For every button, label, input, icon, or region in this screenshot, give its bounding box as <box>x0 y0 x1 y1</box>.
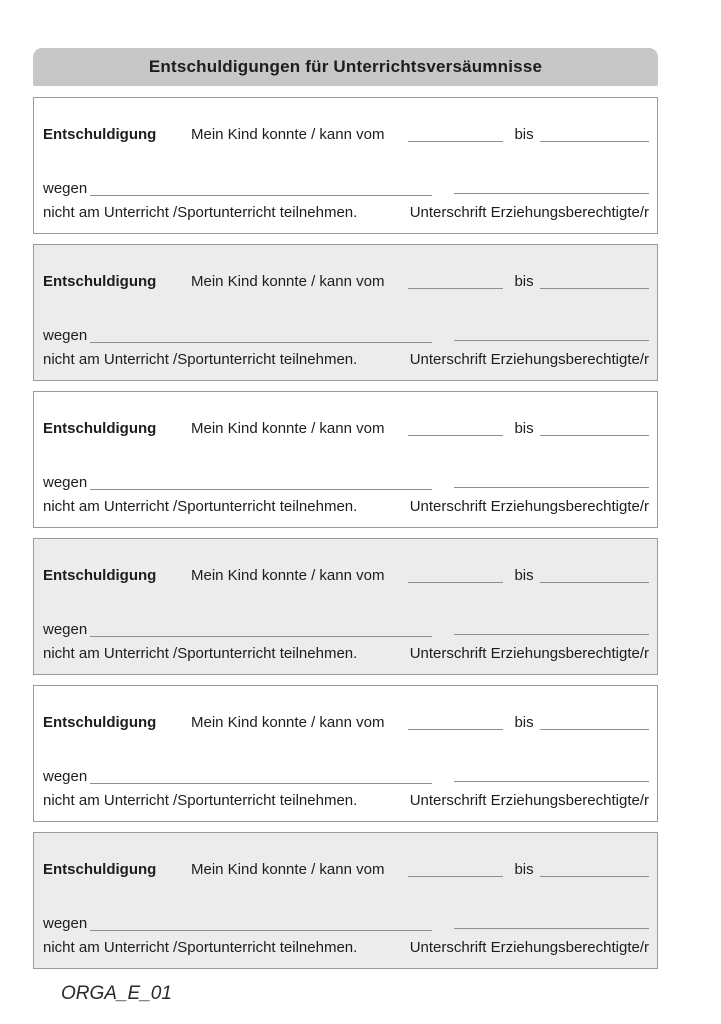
reason-blank-line <box>90 783 432 784</box>
bottom-row <box>43 792 649 809</box>
reason-blank-line <box>90 489 432 490</box>
excuse-label: Entschuldigung <box>43 420 157 437</box>
date-until-blank-line <box>540 582 649 583</box>
bottom-row <box>43 645 649 662</box>
reason-label: wegen <box>43 327 88 344</box>
until-label: bis <box>514 420 534 437</box>
form-blocks <box>33 97 658 969</box>
not-participate-text: nicht am Unterricht /Sportunterricht teilnehmen. <box>43 351 358 368</box>
date-until-blank-line <box>540 876 649 877</box>
not-participate-text: nicht am Unterricht /Sportunterricht teilnehmen. <box>43 939 358 956</box>
until-label: bis <box>514 126 534 143</box>
reason-blank-line <box>90 636 432 637</box>
bottom-row <box>43 498 649 515</box>
excuse-top-row <box>43 861 649 878</box>
reason-row <box>43 621 649 638</box>
reason-blank-line <box>90 195 432 196</box>
excuse-top-row <box>43 567 649 584</box>
excuse-form-block <box>33 538 658 675</box>
reason-row <box>43 327 649 344</box>
excuse-form-block <box>33 832 658 969</box>
reason-label: wegen <box>43 180 88 197</box>
signature-caption: Unterschrift Erziehungsberechtigte/r <box>409 351 649 368</box>
signature-caption: Unterschrift Erziehungsberechtigte/r <box>409 792 649 809</box>
reason-row <box>43 768 649 785</box>
document-code: ORGA_E_01 <box>61 983 172 1004</box>
signature-blank-line <box>454 487 649 488</box>
date-until-blank-line <box>540 141 649 142</box>
signature-blank-line <box>454 781 649 782</box>
reason-row <box>43 915 649 932</box>
until-label: bis <box>514 714 534 731</box>
signature-caption: Unterschrift Erziehungsberechtigte/r <box>409 498 649 515</box>
date-from-blank-line <box>408 435 503 436</box>
reason-label: wegen <box>43 621 88 638</box>
child-absent-text: Mein Kind konnte / kann vom <box>191 567 385 584</box>
date-until-blank-line <box>540 729 649 730</box>
signature-blank-line <box>454 634 649 635</box>
document-title: Entschuldigungen für Unterrichtsversäumnisse <box>148 57 543 76</box>
bottom-row <box>43 204 649 221</box>
excuse-label: Entschuldigung <box>43 861 157 878</box>
excuse-label: Entschuldigung <box>43 567 157 584</box>
signature-caption: Unterschrift Erziehungsberechtigte/r <box>409 645 649 662</box>
until-label: bis <box>514 273 534 290</box>
child-absent-text: Mein Kind konnte / kann vom <box>191 714 385 731</box>
excuse-label: Entschuldigung <box>43 714 157 731</box>
excuse-top-row <box>43 126 649 143</box>
excuse-label: Entschuldigung <box>43 126 157 143</box>
excuse-label: Entschuldigung <box>43 273 157 290</box>
date-until-blank-line <box>540 435 649 436</box>
excuse-top-row <box>43 273 649 290</box>
signature-caption: Unterschrift Erziehungsberechtigte/r <box>409 204 649 221</box>
child-absent-text: Mein Kind konnte / kann vom <box>191 126 385 143</box>
until-label: bis <box>514 567 534 584</box>
bottom-row <box>43 351 649 368</box>
excuse-top-row <box>43 714 649 731</box>
date-until-blank-line <box>540 288 649 289</box>
excuse-form-block <box>33 97 658 234</box>
reason-blank-line <box>90 342 432 343</box>
signature-blank-line <box>454 193 649 194</box>
not-participate-text: nicht am Unterricht /Sportunterricht teilnehmen. <box>43 645 358 662</box>
signature-blank-line <box>454 928 649 929</box>
excuse-top-row <box>43 420 649 437</box>
signature-caption: Unterschrift Erziehungsberechtigte/r <box>409 939 649 956</box>
date-from-blank-line <box>408 288 503 289</box>
date-from-blank-line <box>408 141 503 142</box>
reason-label: wegen <box>43 768 88 785</box>
until-label: bis <box>514 861 534 878</box>
date-from-blank-line <box>408 729 503 730</box>
not-participate-text: nicht am Unterricht /Sportunterricht teilnehmen. <box>43 792 358 809</box>
signature-blank-line <box>454 340 649 341</box>
date-from-blank-line <box>408 876 503 877</box>
reason-label: wegen <box>43 474 88 491</box>
reason-row <box>43 180 649 197</box>
child-absent-text: Mein Kind konnte / kann vom <box>191 273 385 290</box>
child-absent-text: Mein Kind konnte / kann vom <box>191 420 385 437</box>
excuse-form-block <box>33 391 658 528</box>
excuse-form-block <box>33 244 658 381</box>
document-title-bar <box>33 48 658 86</box>
reason-row <box>43 474 649 491</box>
reason-label: wegen <box>43 915 88 932</box>
date-from-blank-line <box>408 582 503 583</box>
not-participate-text: nicht am Unterricht /Sportunterricht teilnehmen. <box>43 204 358 221</box>
document-content <box>33 48 658 1005</box>
bottom-row <box>43 939 649 956</box>
reason-blank-line <box>90 930 432 931</box>
not-participate-text: nicht am Unterricht /Sportunterricht teilnehmen. <box>43 498 358 515</box>
child-absent-text: Mein Kind konnte / kann vom <box>191 861 385 878</box>
excuse-form-block <box>33 685 658 822</box>
